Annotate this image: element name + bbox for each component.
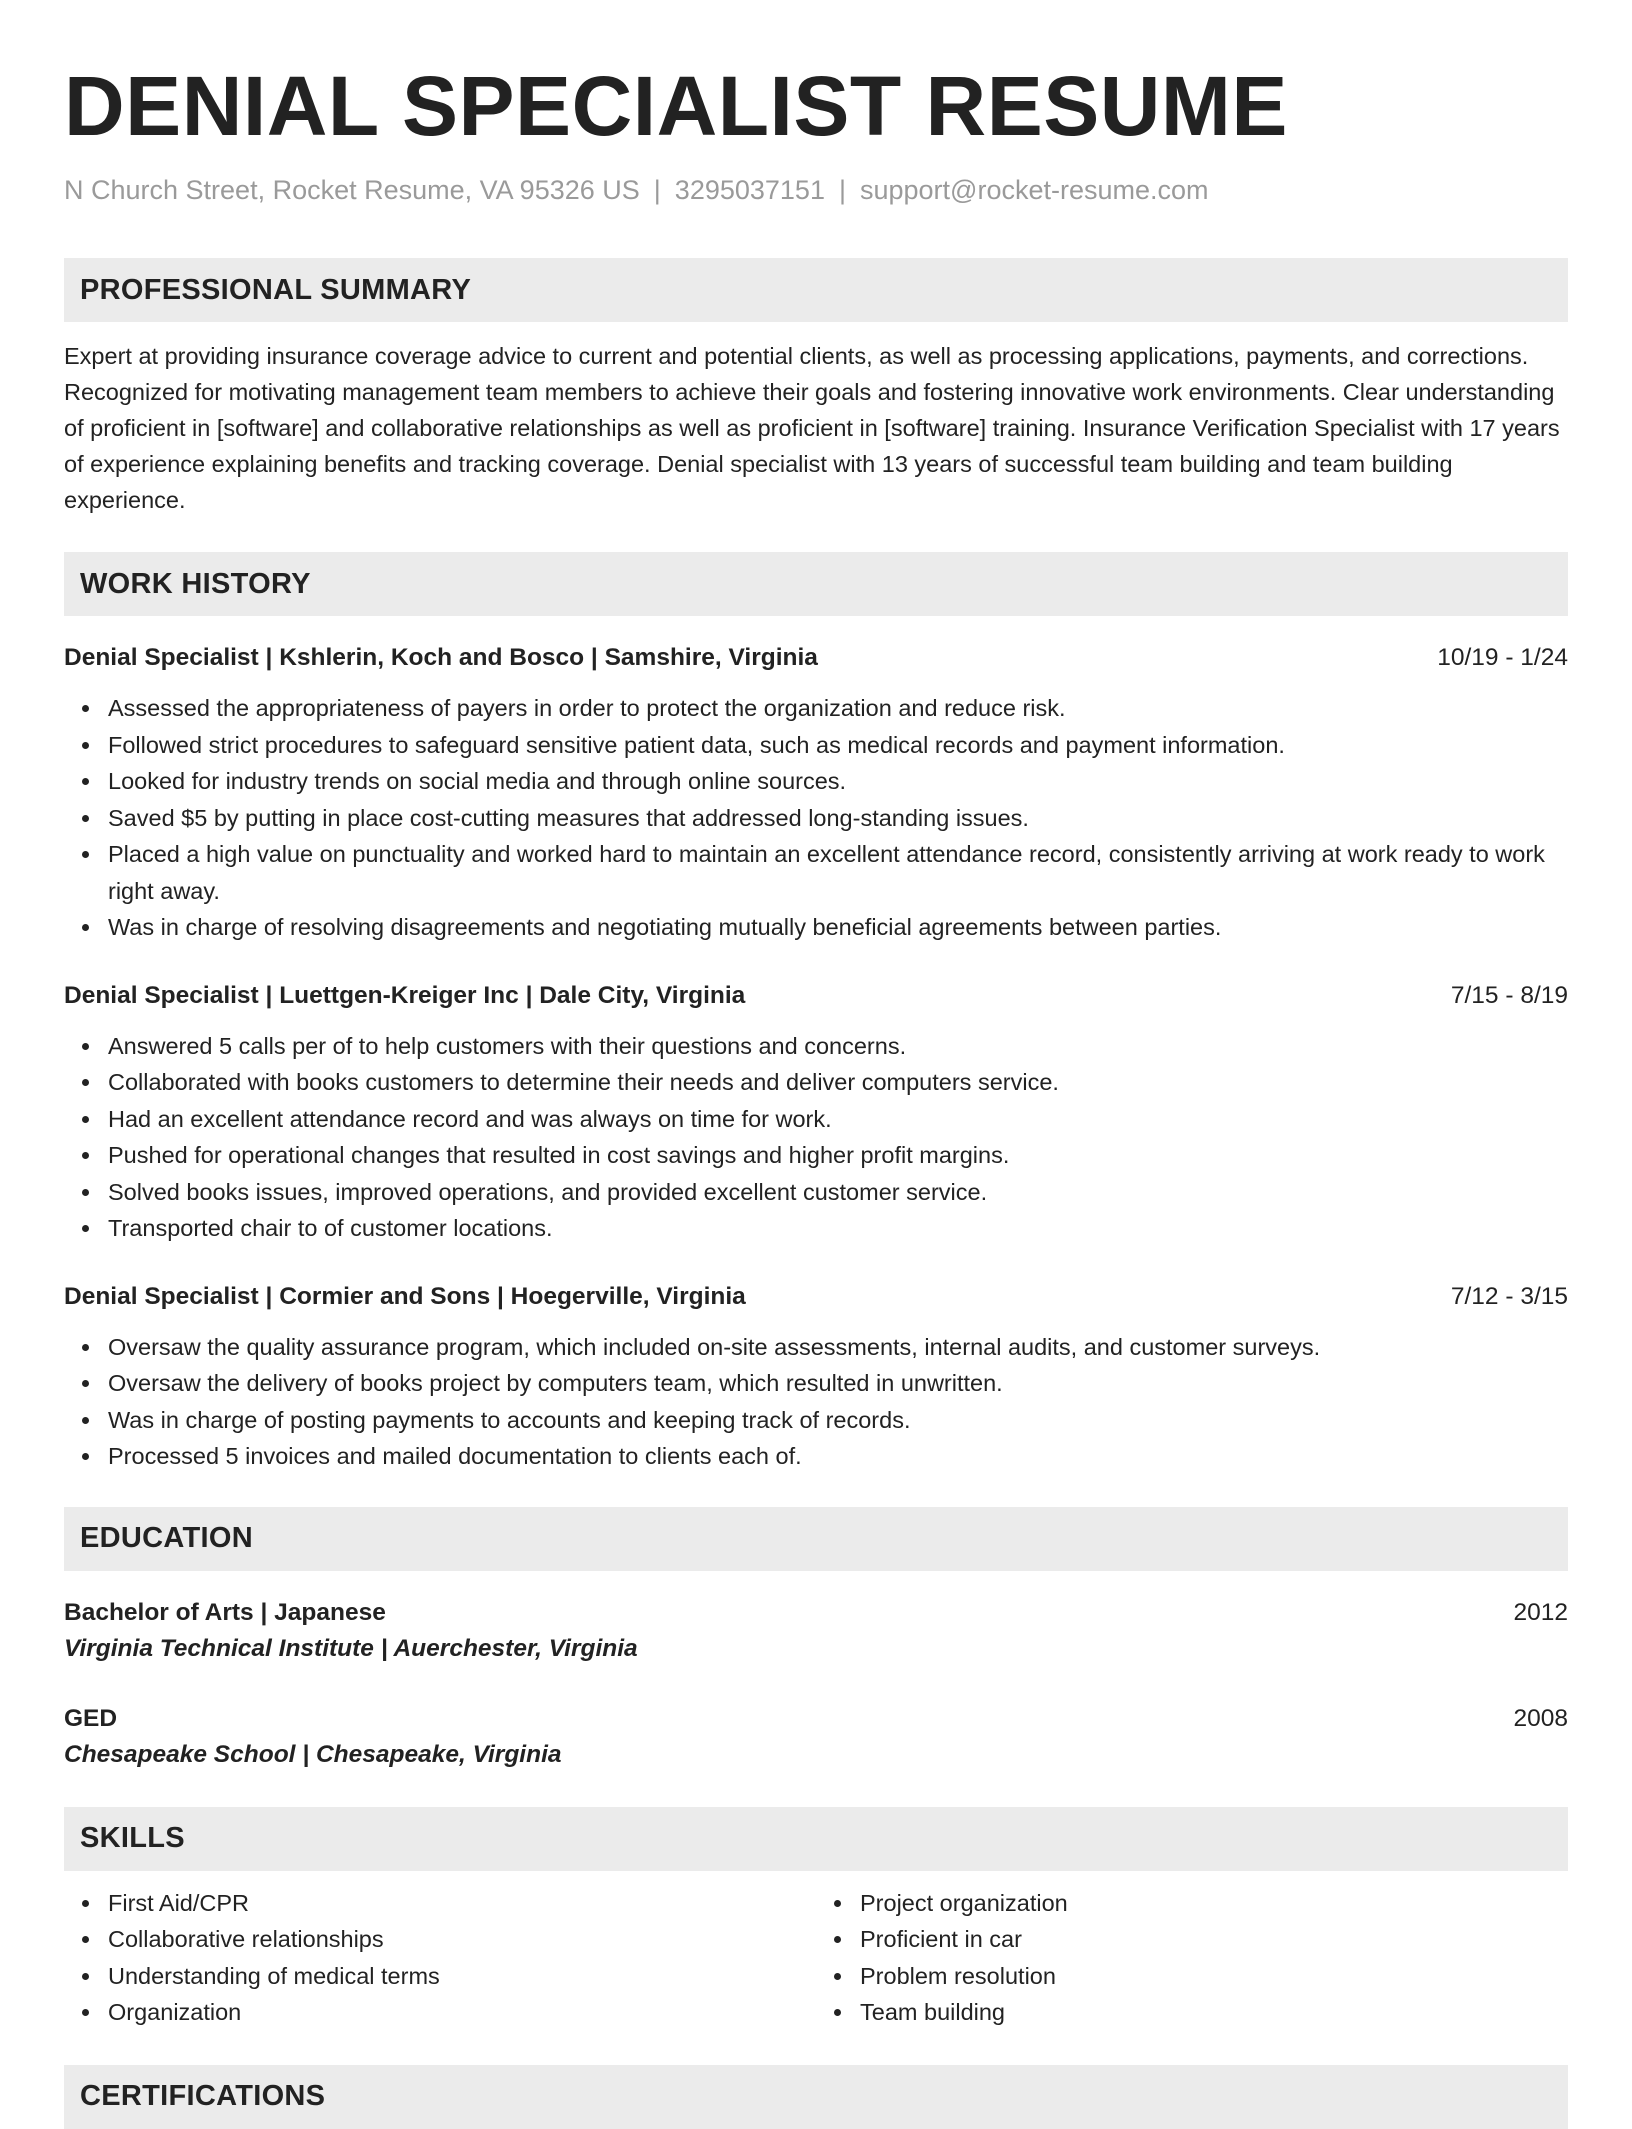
job-bullet: Oversaw the delivery of books project by computers team, which resulted in unwritten. bbox=[108, 1365, 1568, 1402]
job-bullet: Collaborated with books customers to determine their needs and deliver computers service. bbox=[108, 1064, 1568, 1101]
skills-section-header: SKILLS bbox=[64, 1807, 1568, 1871]
skill-item: First Aid/CPR bbox=[108, 1885, 816, 1922]
education-degree: GED bbox=[64, 1704, 118, 1732]
work-history-section-header: WORK HISTORY bbox=[64, 552, 1568, 616]
job-bullet: Answered 5 calls per of to help customers with their questions and concerns. bbox=[108, 1028, 1568, 1065]
job-entry bbox=[64, 978, 1568, 1247]
job-bullet: Was in charge of resolving disagreements and negotiating mutually beneficial agreements between parties. bbox=[108, 909, 1568, 946]
job-bullet: Transported chair to of customer locations. bbox=[108, 1210, 1568, 1247]
job-title: Denial Specialist | Kshlerin, Koch and Bosco | Samshire, Virginia bbox=[64, 644, 818, 671]
job-dates: 7/15 - 8/19 bbox=[1450, 981, 1568, 1009]
job-bullet-list bbox=[64, 1329, 1568, 1475]
resume-title: DENIAL SPECIALIST RESUME bbox=[64, 59, 1288, 153]
certifications-section-header: CERTIFICATIONS bbox=[64, 2065, 1568, 2129]
skills-grid bbox=[64, 1885, 1568, 2031]
skill-item: Team building bbox=[860, 1994, 1568, 2031]
job-bullet: Pushed for operational changes that resulted in cost savings and higher profit margins. bbox=[108, 1137, 1568, 1174]
job-bullet: Was in charge of posting payments to accounts and keeping track of records. bbox=[108, 1402, 1568, 1439]
job-header bbox=[64, 640, 1568, 676]
skill-item: Collaborative relationships bbox=[108, 1921, 816, 1958]
job-bullet: Looked for industry trends on social media and through online sources. bbox=[108, 763, 1568, 800]
job-entry bbox=[64, 640, 1568, 946]
job-bullet: Had an excellent attendance record and was always on time for work. bbox=[108, 1101, 1568, 1138]
job-bullet: Solved books issues, improved operations, and provided excellent customer service. bbox=[108, 1174, 1568, 1211]
contact-separator: | bbox=[653, 175, 661, 205]
skill-item: Proficient in car bbox=[860, 1921, 1568, 1958]
contact-address: N Church Street, Rocket Resume, VA 95326 US bbox=[64, 175, 640, 205]
job-bullet: Placed a high value on punctuality and worked hard to maintain an excellent attendance record, consistently arriving at work ready to work right away. bbox=[108, 836, 1568, 909]
skill-item: Organization bbox=[108, 1994, 816, 2031]
education-header bbox=[64, 1701, 1568, 1737]
skill-item: Project organization bbox=[860, 1885, 1568, 1922]
education-school: Chesapeake School | Chesapeake, Virginia bbox=[64, 1740, 562, 1768]
job-entry bbox=[64, 1279, 1568, 1475]
education-degree: Bachelor of Arts | Japanese bbox=[64, 1598, 386, 1626]
skill-item: Problem resolution bbox=[860, 1958, 1568, 1995]
job-bullet: Saved $5 by putting in place cost-cutting measures that addressed long-standing issues. bbox=[108, 800, 1568, 837]
job-dates: 10/19 - 1/24 bbox=[1437, 644, 1568, 671]
job-title: Denial Specialist | Luettgen-Kreiger Inc | Dale City, Virginia bbox=[64, 981, 746, 1009]
education-section-header: EDUCATION bbox=[64, 1507, 1568, 1571]
job-bullet-list bbox=[64, 1028, 1568, 1247]
skill-item: Understanding of medical terms bbox=[108, 1958, 816, 1995]
contact-phone: 3295037151 bbox=[674, 175, 825, 205]
job-bullet: Processed 5 invoices and mailed documentation to clients each of. bbox=[108, 1438, 1568, 1475]
job-dates: 7/12 - 3/15 bbox=[1450, 1282, 1568, 1310]
contact-separator: | bbox=[838, 175, 846, 205]
skills-column-left bbox=[64, 1885, 816, 2031]
summary-text: Expert at providing insurance coverage advice to current and potential clients, as well as processing applications, payments, and corrections. Recognized for motivating management team members to achieve their goals and fostering innovative work environments. Clear understanding of proficient in [software] and collaborative relationships as well as proficient in [software] training. Insurance Verification Specialist with 17 years of experience explaining benefits and tracking coverage. Denial specialist with 13 years of successful team building and team building experience. bbox=[64, 343, 1560, 513]
education-header bbox=[64, 1595, 1568, 1631]
job-header bbox=[64, 978, 1568, 1014]
education-year: 2012 bbox=[1513, 1598, 1568, 1626]
education-entry bbox=[64, 1595, 1568, 1667]
job-bullet-list bbox=[64, 690, 1568, 946]
education-year: 2008 bbox=[1513, 1704, 1568, 1732]
skills-list bbox=[816, 1885, 1568, 2031]
contact-line bbox=[64, 172, 1568, 208]
skills-list bbox=[64, 1885, 816, 2031]
job-bullet: Oversaw the quality assurance program, which included on-site assessments, internal audits, and customer surveys. bbox=[108, 1329, 1568, 1366]
job-bullet: Assessed the appropriateness of payers in order to protect the organization and reduce risk. bbox=[108, 690, 1568, 727]
contact-email: support@rocket-resume.com bbox=[859, 175, 1209, 205]
education-school: Virginia Technical Institute | Auerchester, Virginia bbox=[64, 1634, 638, 1662]
job-title: Denial Specialist | Cormier and Sons | Hoegerville, Virginia bbox=[64, 1282, 746, 1310]
summary-section-header: PROFESSIONAL SUMMARY bbox=[64, 258, 1568, 322]
education-entry bbox=[64, 1701, 1568, 1773]
skills-column-right bbox=[816, 1885, 1568, 2031]
job-header bbox=[64, 1279, 1568, 1315]
job-bullet: Followed strict procedures to safeguard sensitive patient data, such as medical records and payment information. bbox=[108, 727, 1568, 764]
